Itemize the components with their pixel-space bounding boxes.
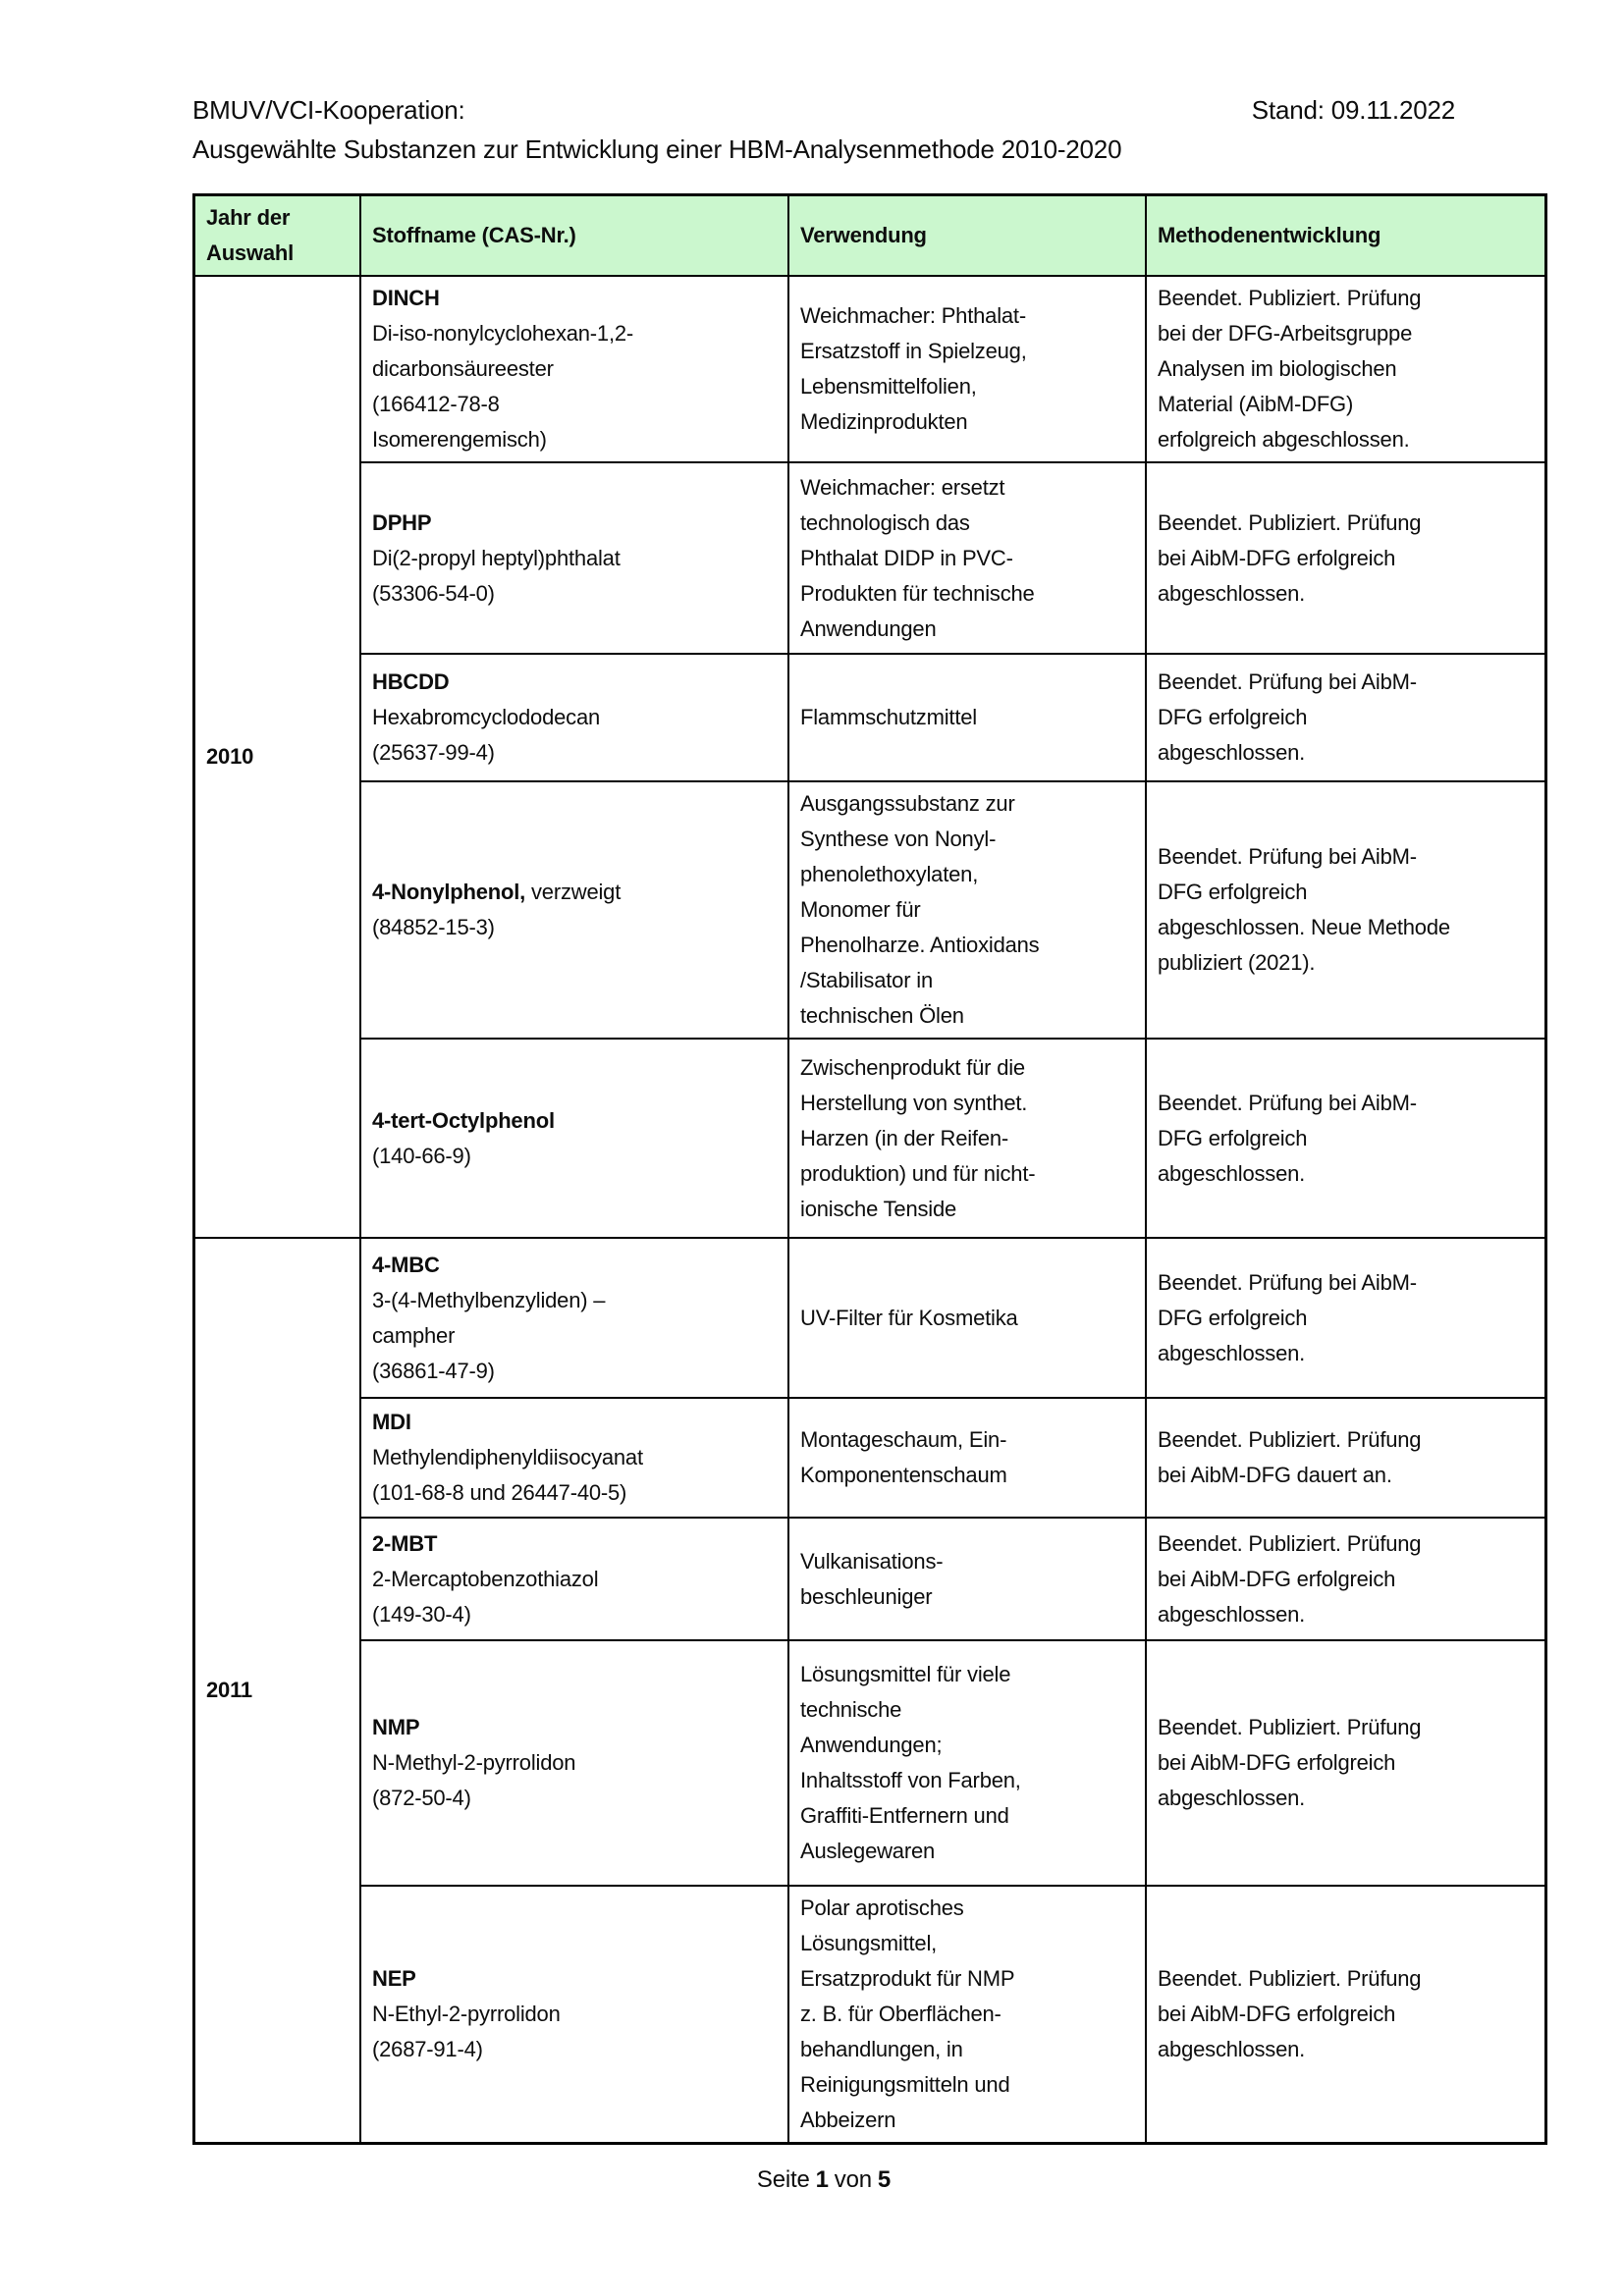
substance-abbr: 4-tert-Octylphenol [372, 1107, 555, 1133]
substance-name-line [372, 281, 777, 316]
column-header-stoffname: Stoffname (CAS-Nr.) [360, 195, 788, 277]
table-header [194, 195, 1546, 277]
table-row [194, 1039, 1546, 1238]
year-cell-2011: 2011 [194, 1238, 361, 2144]
table-row [194, 462, 1546, 654]
substance-abbr: NEP [372, 1966, 416, 1991]
footer-prefix: Seite [756, 2166, 810, 2193]
substance-name-line [372, 1961, 777, 1997]
year-cell-2010: 2010 [194, 276, 361, 1238]
column-header-methodenentwicklung: Methodenentwicklung [1146, 195, 1546, 277]
substance-cell [360, 1039, 788, 1238]
substance-details: Di-iso-nonylcyclohexan-1,2- dicarbonsäureester (166412-78-8 Isomerengemisch) [372, 321, 634, 452]
table-row [194, 276, 1546, 462]
table-row [194, 1640, 1546, 1886]
usage-cell: Weichmacher: ersetzt technologisch das Phthalat DIDP in PVC- Produkten für technische Anwendungen [788, 462, 1146, 654]
usage-cell: Montageschaum, Ein- Komponentenschaum [788, 1398, 1146, 1518]
usage-cell: Lösungsmittel für viele technische Anwendungen; Inhaltsstoff von Farben, Graffiti-Entfernern und Auslegewaren [788, 1640, 1146, 1886]
substance-cell [360, 781, 788, 1039]
column-header-verwendung: Verwendung [788, 195, 1146, 277]
substance-details: 2-Mercaptobenzothiazol (149-30-4) [372, 1566, 599, 1627]
substance-cell [360, 462, 788, 654]
page-subtitle: Ausgewählte Substanzen zur Entwicklung einer HBM-Analysenmethode 2010-2020 [192, 134, 1122, 164]
substance-name-line [372, 875, 777, 910]
substance-details: (140-66-9) [372, 1143, 471, 1168]
method-cell: Beendet. Prüfung bei AibM- DFG erfolgreich abgeschlossen. [1146, 1039, 1546, 1238]
usage-cell: Vulkanisations- beschleuniger [788, 1518, 1146, 1640]
page-footer [192, 2166, 1455, 2194]
method-cell: Beendet. Publiziert. Prüfung bei AibM-DFG dauert an. [1146, 1398, 1546, 1518]
substance-cell [360, 654, 788, 781]
method-cell: Beendet. Prüfung bei AibM- DFG erfolgreich abgeschlossen. [1146, 1238, 1546, 1398]
column-header-year: Jahr der Auswahl [194, 195, 361, 277]
header-line-1 [192, 90, 1455, 130]
substance-details: (84852-15-3) [372, 915, 495, 939]
method-cell: Beendet. Publiziert. Prüfung bei AibM-DFG erfolgreich abgeschlossen. [1146, 1518, 1546, 1640]
usage-cell: Flammschutzmittel [788, 654, 1146, 781]
page-title: BMUV/VCI-Kooperation: [192, 95, 465, 125]
method-cell: Beendet. Publiziert. Prüfung bei AibM-DFG erfolgreich abgeschlossen. [1146, 1886, 1546, 2144]
document-header [192, 90, 1455, 169]
substance-name-line [372, 506, 777, 541]
stand-date: Stand: 09.11.2022 [1251, 95, 1455, 125]
usage-cell: UV-Filter für Kosmetika [788, 1238, 1146, 1398]
substance-cell [360, 1640, 788, 1886]
method-cell: Beendet. Publiziert. Prüfung bei AibM-DFG erfolgreich abgeschlossen. [1146, 462, 1546, 654]
substance-abbr: MDI [372, 1410, 411, 1434]
footer-of-word: von [834, 2166, 872, 2193]
table-row [194, 1398, 1546, 1518]
substance-details: Methylendiphenyldiisocyanat (101-68-8 und 26447-40-5) [372, 1445, 643, 1505]
substance-name-line [372, 1103, 777, 1139]
substance-name-line [372, 1405, 777, 1440]
usage-cell: Polar aprotisches Lösungsmittel, Ersatzprodukt für NMP z. B. für Oberflächen- behandlungen, in Reinigungsmitteln und Abbeizern [788, 1886, 1146, 2144]
substance-cell [360, 1398, 788, 1518]
substance-details: N-Methyl-2-pyrrolidon (872-50-4) [372, 1750, 576, 1810]
substance-details: N-Ethyl-2-pyrrolidon (2687-91-4) [372, 2002, 561, 2061]
substance-abbr: NMP [372, 1715, 420, 1739]
substance-abbr: 2-MBT [372, 1530, 438, 1556]
substance-abbr: 4-MBC [372, 1252, 440, 1277]
method-cell: Beendet. Prüfung bei AibM- DFG erfolgreich abgeschlossen. Neue Methode publiziert (2021). [1146, 781, 1546, 1039]
table-row [194, 1518, 1546, 1640]
substance-cell [360, 1886, 788, 2144]
substance-details: Hexabromcyclododecan (25637-99-4) [372, 705, 601, 765]
substance-abbr: DINCH [372, 286, 440, 310]
table-row [194, 654, 1546, 781]
substance-name-line [372, 1710, 777, 1745]
substance-cell [360, 1518, 788, 1640]
substance-name-line [372, 665, 777, 700]
usage-cell: Ausgangssubstanz zur Synthese von Nonyl- phenolethoxylaten, Monomer für Phenolharze. Antioxidans /Stabilisator in technischen Ölen [788, 781, 1146, 1039]
usage-cell: Weichmacher: Phthalat- Ersatzstoff in Spielzeug, Lebensmittelfolien, Medizinprodukten [788, 276, 1146, 462]
substance-abbr: DPHP [372, 509, 432, 535]
substance-name-line [372, 1248, 777, 1283]
substance-details: 3-(4-Methylbenzyliden) – campher (36861-47-9) [372, 1287, 606, 1383]
substance-name-suffix: verzweigt [525, 880, 622, 904]
table-row [194, 781, 1546, 1039]
usage-cell: Zwischenprodukt für die Herstellung von synthet. Harzen (in der Reifen- produktion) und für nicht- ionische Tenside [788, 1039, 1146, 1238]
substances-table [192, 193, 1547, 2145]
footer-page-number: 1 [815, 2166, 829, 2193]
substance-cell [360, 1238, 788, 1398]
substance-cell [360, 276, 788, 462]
page-content [192, 90, 1455, 2194]
method-cell: Beendet. Publiziert. Prüfung bei AibM-DFG erfolgreich abgeschlossen. [1146, 1640, 1546, 1886]
substance-name-line [372, 1526, 777, 1562]
table-row [194, 1238, 1546, 1398]
substance-abbr: 4-Nonylphenol, [372, 880, 526, 904]
table-row [194, 1886, 1546, 2144]
method-cell: Beendet. Prüfung bei AibM- DFG erfolgreich abgeschlossen. [1146, 654, 1546, 781]
footer-total-pages: 5 [877, 2166, 892, 2193]
substance-abbr: HBCDD [372, 669, 450, 694]
substance-details: Di(2-propyl heptyl)phthalat (53306-54-0) [372, 545, 621, 606]
method-cell: Beendet. Publiziert. Prüfung bei der DFG-Arbeitsgruppe Analysen im biologischen Material (AibM-DFG) erfolgreich abgeschlossen. [1146, 276, 1546, 462]
